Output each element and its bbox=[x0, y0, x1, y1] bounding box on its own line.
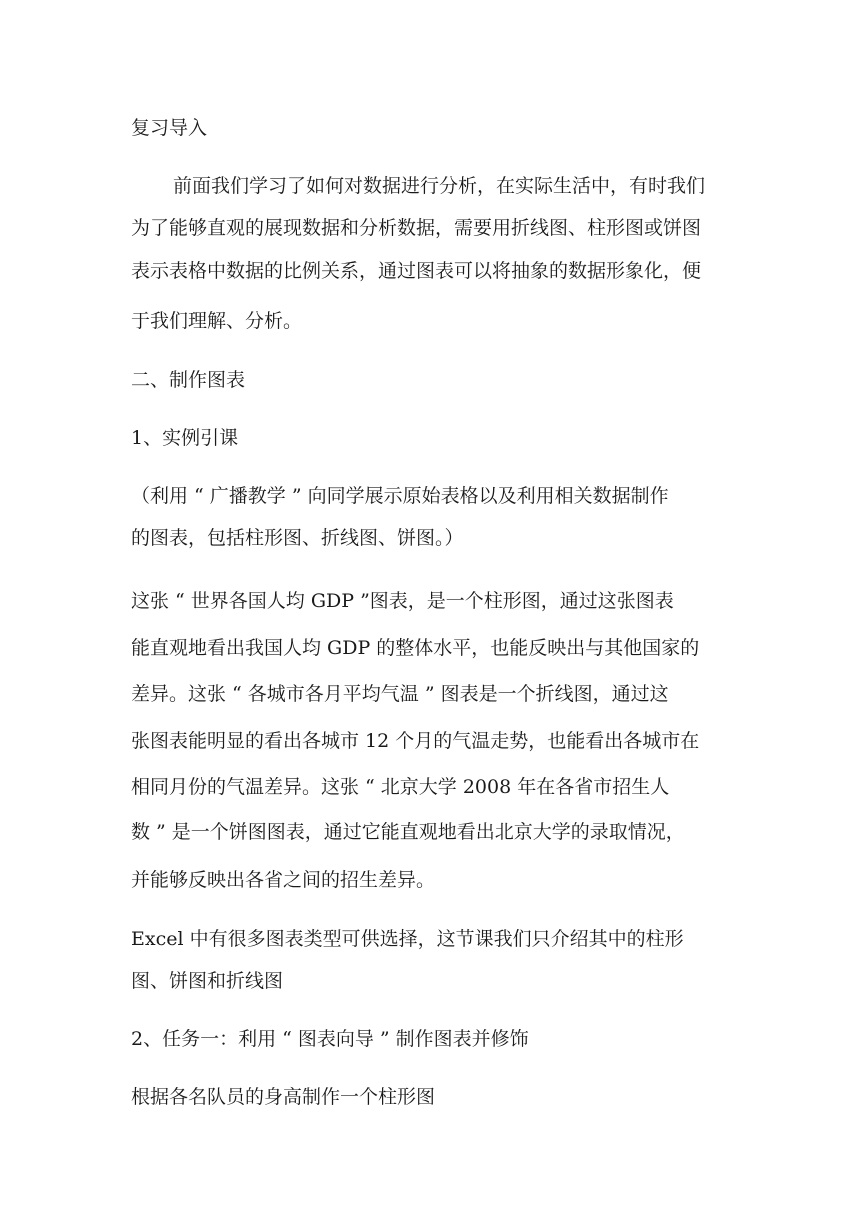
examples-line-1: 这张 “ 世界各国人均 GDP ”图表，是一个柱形图，通过这张图表 bbox=[131, 590, 674, 612]
examples-line-2: 能直观地看出我国人均 GDP 的整体水平，也能反映出与其他国家的 bbox=[131, 637, 700, 659]
broadcast-note-line-1: （利用 “ 广播教学 ” 向同学展示原始表格以及利用相关数据制作 bbox=[131, 485, 669, 507]
examples-line-6: 数 ” 是一个饼图图表，通过它能直观地看出北京大学的录取情况， bbox=[131, 821, 685, 843]
examples-line-4: 张图表能明显的看出各城市 12 个月的气温走势，也能看出各城市在 bbox=[131, 730, 700, 752]
review-heading: 复习导入 bbox=[131, 117, 208, 139]
task-one-heading: 2、任务一：利用 “ 图表向导 ” 制作图表并修饰 bbox=[131, 1028, 529, 1050]
task-one-instruction: 根据各名队员的身高制作一个柱形图 bbox=[131, 1086, 436, 1108]
examples-line-7: 并能够反映出各省之间的招生差异。 bbox=[131, 869, 436, 891]
intro-line-2: 为了能够直观的展现数据和分析数据，需要用折线图、柱形图或饼图 bbox=[131, 217, 702, 239]
intro-line-1: 前面我们学习了如何对数据进行分析，在实际生活中，有时我们 bbox=[173, 175, 706, 197]
broadcast-note-line-2: 的图表，包括柱形图、折线图、饼图。） bbox=[131, 527, 464, 549]
section-two-heading: 二、制作图表 bbox=[131, 369, 246, 391]
excel-line-1: Excel 中有很多图表类型可供选择，这节课我们只介绍其中的柱形 bbox=[131, 928, 684, 950]
examples-line-5: 相同月份的气温差异。这张 “ 北京大学 2008 年在各省市招生人 bbox=[131, 776, 670, 798]
excel-line-2: 图、饼图和折线图 bbox=[131, 970, 284, 992]
subsection-one-heading: 1、实例引课 bbox=[131, 427, 239, 449]
intro-line-3: 表示表格中数据的比例关系，通过图表可以将抽象的数据形象化，便 bbox=[131, 260, 702, 282]
intro-line-4: 于我们理解、分析。 bbox=[131, 310, 303, 332]
examples-line-3: 差异。这张 “ 各城市各月平均气温 ” 图表是一个折线图，通过这 bbox=[131, 683, 669, 705]
